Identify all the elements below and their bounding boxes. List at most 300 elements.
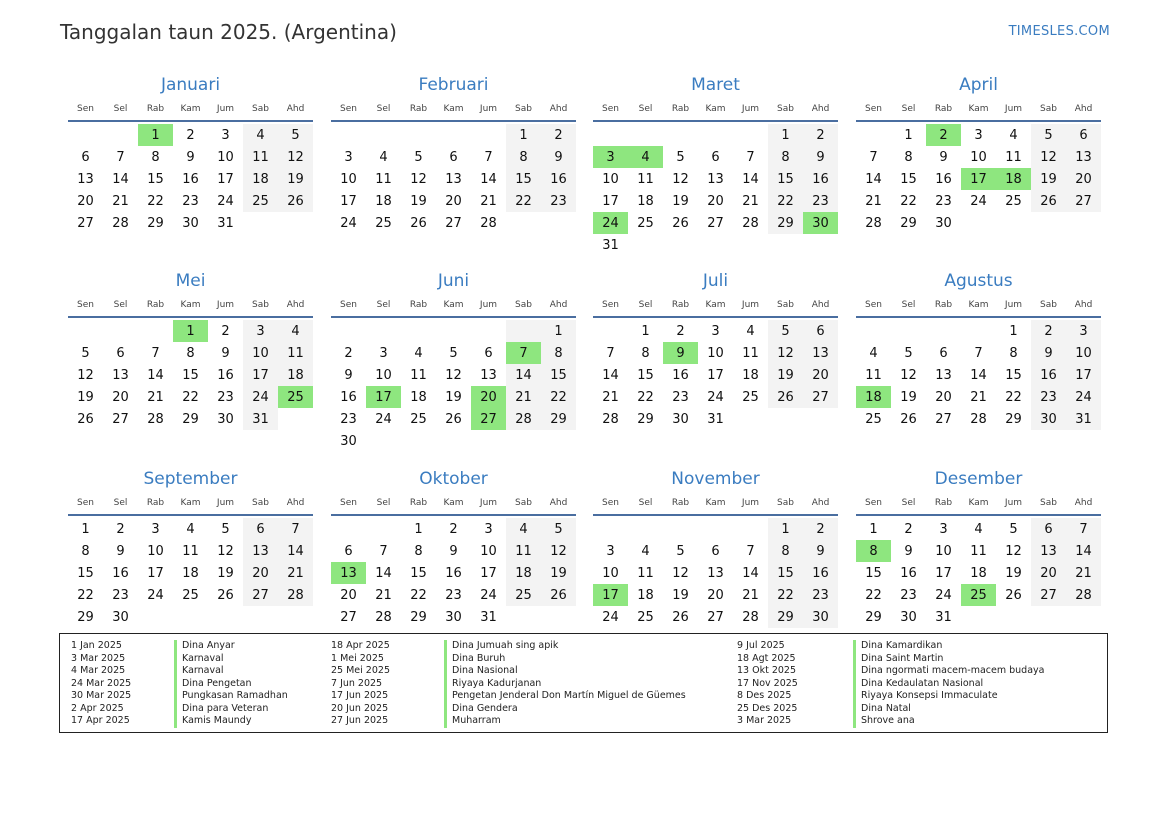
day[interactable]: 2	[1031, 320, 1066, 342]
day[interactable]: 4	[243, 124, 278, 146]
day[interactable]: 3	[939, 521, 948, 537]
holiday-day[interactable]: 27	[471, 408, 506, 430]
day[interactable]: 20	[803, 364, 838, 386]
day[interactable]: 1	[506, 124, 541, 146]
day[interactable]: 28	[1066, 584, 1101, 606]
day[interactable]: 21	[970, 389, 987, 405]
day[interactable]: 7	[484, 149, 493, 165]
day[interactable]: 7	[974, 345, 983, 361]
day[interactable]: 6	[344, 543, 353, 559]
day[interactable]: 10	[707, 345, 724, 361]
day[interactable]: 7	[606, 345, 615, 361]
day[interactable]: 21	[1066, 562, 1101, 584]
day[interactable]: 18	[375, 193, 392, 209]
day[interactable]: 5	[676, 149, 685, 165]
day[interactable]: 20	[1031, 562, 1066, 584]
day[interactable]: 13	[112, 367, 129, 383]
day[interactable]: 2	[904, 521, 913, 537]
day[interactable]: 7	[151, 345, 160, 361]
day[interactable]: 19	[445, 389, 462, 405]
day[interactable]: 27	[935, 411, 952, 427]
day[interactable]: 16	[672, 367, 689, 383]
day[interactable]: 29	[900, 215, 917, 231]
day[interactable]: 6	[484, 345, 493, 361]
day[interactable]: 13	[707, 565, 724, 581]
day[interactable]: 5	[768, 320, 803, 342]
day[interactable]: 16	[445, 565, 462, 581]
day[interactable]: 23	[541, 190, 576, 212]
day[interactable]: 19	[672, 587, 689, 603]
day[interactable]: 5	[221, 521, 230, 537]
day[interactable]: 12	[278, 146, 313, 168]
day[interactable]: 6	[243, 518, 278, 540]
day[interactable]: 19	[1031, 168, 1066, 190]
day[interactable]: 20	[445, 193, 462, 209]
day[interactable]: 27	[77, 215, 94, 231]
day[interactable]: 22	[182, 389, 199, 405]
day[interactable]: 1	[414, 521, 423, 537]
day[interactable]: 7	[746, 149, 755, 165]
day[interactable]: 29	[410, 609, 427, 625]
day[interactable]: 16	[112, 565, 129, 581]
day[interactable]: 12	[1005, 543, 1022, 559]
day[interactable]: 9	[803, 146, 838, 168]
day[interactable]: 28	[112, 215, 129, 231]
day[interactable]: 11	[278, 342, 313, 364]
day[interactable]: 5	[904, 345, 913, 361]
day[interactable]: 29	[77, 609, 94, 625]
day[interactable]: 31	[707, 411, 724, 427]
day[interactable]: 4	[278, 320, 313, 342]
day[interactable]: 13	[1031, 540, 1066, 562]
day[interactable]: 29	[768, 606, 803, 628]
day[interactable]: 12	[672, 565, 689, 581]
day[interactable]: 22	[506, 190, 541, 212]
holiday-day[interactable]: 20	[471, 386, 506, 408]
day[interactable]: 30	[672, 411, 689, 427]
day[interactable]: 14	[147, 367, 164, 383]
day[interactable]: 23	[900, 587, 917, 603]
day[interactable]: 25	[182, 587, 199, 603]
day[interactable]: 6	[1031, 518, 1066, 540]
holiday-day[interactable]: 9	[663, 342, 698, 364]
day[interactable]: 7	[869, 149, 878, 165]
day[interactable]: 26	[672, 609, 689, 625]
day[interactable]: 2	[449, 521, 458, 537]
day[interactable]: 19	[768, 364, 803, 386]
day[interactable]: 19	[672, 193, 689, 209]
day[interactable]: 5	[414, 149, 423, 165]
day[interactable]: 19	[541, 562, 576, 584]
day[interactable]: 7	[746, 543, 755, 559]
day[interactable]: 2	[186, 127, 195, 143]
day[interactable]: 24	[217, 193, 234, 209]
day[interactable]: 14	[742, 565, 759, 581]
day[interactable]: 28	[970, 411, 987, 427]
day[interactable]: 8	[414, 543, 423, 559]
day[interactable]: 20	[340, 587, 357, 603]
day[interactable]: 21	[147, 389, 164, 405]
day[interactable]: 14	[480, 171, 497, 187]
day[interactable]: 28	[742, 609, 759, 625]
day[interactable]: 3	[243, 320, 278, 342]
day[interactable]: 21	[375, 587, 392, 603]
day[interactable]: 16	[900, 565, 917, 581]
day[interactable]: 14	[742, 171, 759, 187]
day[interactable]: 10	[602, 171, 619, 187]
day[interactable]: 4	[869, 345, 878, 361]
day[interactable]: 13	[77, 171, 94, 187]
day[interactable]: 12	[768, 342, 803, 364]
day[interactable]: 9	[939, 149, 948, 165]
day[interactable]: 3	[711, 323, 720, 339]
day[interactable]: 22	[637, 389, 654, 405]
day[interactable]: 2	[344, 345, 353, 361]
day[interactable]: 28	[602, 411, 619, 427]
day[interactable]: 30	[1031, 408, 1066, 430]
day[interactable]: 19	[900, 389, 917, 405]
day[interactable]: 29	[147, 215, 164, 231]
day[interactable]: 26	[768, 386, 803, 408]
day[interactable]: 4	[1009, 127, 1018, 143]
day[interactable]: 30	[445, 609, 462, 625]
day[interactable]: 15	[410, 565, 427, 581]
day[interactable]: 14	[970, 367, 987, 383]
day[interactable]: 15	[77, 565, 94, 581]
day[interactable]: 3	[344, 149, 353, 165]
day[interactable]: 30	[340, 433, 357, 449]
day[interactable]: 29	[541, 408, 576, 430]
day[interactable]: 11	[637, 565, 654, 581]
day[interactable]: 25	[243, 190, 278, 212]
day[interactable]: 1	[768, 518, 803, 540]
day[interactable]: 17	[147, 565, 164, 581]
day[interactable]: 7	[116, 149, 125, 165]
day[interactable]: 21	[602, 389, 619, 405]
day[interactable]: 10	[1066, 342, 1101, 364]
day[interactable]: 22	[541, 386, 576, 408]
day[interactable]: 15	[1005, 367, 1022, 383]
day[interactable]: 23	[217, 389, 234, 405]
day[interactable]: 6	[711, 149, 720, 165]
day[interactable]: 30	[935, 215, 952, 231]
day[interactable]: 10	[217, 149, 234, 165]
day[interactable]: 1	[81, 521, 90, 537]
day[interactable]: 20	[77, 193, 94, 209]
day[interactable]: 19	[1005, 565, 1022, 581]
day[interactable]: 24	[340, 215, 357, 231]
day[interactable]: 28	[865, 215, 882, 231]
day[interactable]: 10	[147, 543, 164, 559]
holiday-day[interactable]: 24	[593, 212, 628, 234]
day[interactable]: 11	[506, 540, 541, 562]
day[interactable]: 4	[506, 518, 541, 540]
day[interactable]: 6	[1066, 124, 1101, 146]
day[interactable]: 1	[768, 124, 803, 146]
holiday-day[interactable]: 3	[593, 146, 628, 168]
day[interactable]: 23	[112, 587, 129, 603]
day[interactable]: 18	[182, 565, 199, 581]
day[interactable]: 1	[541, 320, 576, 342]
day[interactable]: 27	[243, 584, 278, 606]
day[interactable]: 16	[1031, 364, 1066, 386]
day[interactable]: 3	[484, 521, 493, 537]
day[interactable]: 14	[375, 565, 392, 581]
day[interactable]: 7	[278, 518, 313, 540]
day[interactable]: 11	[970, 543, 987, 559]
day[interactable]: 10	[243, 342, 278, 364]
day[interactable]: 16	[935, 171, 952, 187]
day[interactable]: 18	[742, 367, 759, 383]
day[interactable]: 28	[278, 584, 313, 606]
day[interactable]: 25	[637, 215, 654, 231]
holiday-day[interactable]: 17	[593, 584, 628, 606]
day[interactable]: 27	[707, 609, 724, 625]
day[interactable]: 25	[865, 411, 882, 427]
holiday-day[interactable]: 17	[961, 168, 996, 190]
day[interactable]: 19	[217, 565, 234, 581]
day[interactable]: 15	[182, 367, 199, 383]
day[interactable]: 5	[676, 543, 685, 559]
day[interactable]: 20	[1066, 168, 1101, 190]
holiday-day[interactable]: 1	[138, 124, 173, 146]
day[interactable]: 20	[707, 587, 724, 603]
day[interactable]: 24	[480, 587, 497, 603]
day[interactable]: 27	[112, 411, 129, 427]
day[interactable]: 24	[970, 193, 987, 209]
day[interactable]: 17	[707, 367, 724, 383]
day[interactable]: 2	[541, 124, 576, 146]
day[interactable]: 3	[1066, 320, 1101, 342]
holiday-day[interactable]: 8	[856, 540, 891, 562]
day[interactable]: 10	[480, 543, 497, 559]
day[interactable]: 26	[445, 411, 462, 427]
day[interactable]: 8	[506, 146, 541, 168]
day[interactable]: 28	[480, 215, 497, 231]
day[interactable]: 16	[182, 171, 199, 187]
day[interactable]: 21	[112, 193, 129, 209]
day[interactable]: 17	[602, 193, 619, 209]
day[interactable]: 21	[742, 193, 759, 209]
day[interactable]: 3	[151, 521, 160, 537]
day[interactable]: 18	[637, 193, 654, 209]
day[interactable]: 27	[1066, 190, 1101, 212]
day[interactable]: 15	[147, 171, 164, 187]
day[interactable]: 5	[81, 345, 90, 361]
day[interactable]: 1	[869, 521, 878, 537]
day[interactable]: 14	[1066, 540, 1101, 562]
day[interactable]: 21	[742, 587, 759, 603]
day[interactable]: 6	[116, 345, 125, 361]
day[interactable]: 11	[375, 171, 392, 187]
day[interactable]: 10	[340, 171, 357, 187]
day[interactable]: 5	[541, 518, 576, 540]
day[interactable]: 12	[77, 367, 94, 383]
holiday-day[interactable]: 4	[628, 146, 663, 168]
day[interactable]: 9	[116, 543, 125, 559]
day[interactable]: 15	[900, 171, 917, 187]
day[interactable]: 11	[182, 543, 199, 559]
holiday-day[interactable]: 25	[961, 584, 996, 606]
day[interactable]: 8	[151, 149, 160, 165]
day[interactable]: 15	[768, 562, 803, 584]
day[interactable]: 17	[340, 193, 357, 209]
holiday-day[interactable]: 13	[331, 562, 366, 584]
day[interactable]: 13	[480, 367, 497, 383]
day[interactable]: 22	[865, 587, 882, 603]
day[interactable]: 2	[803, 124, 838, 146]
day[interactable]: 28	[147, 411, 164, 427]
day[interactable]: 6	[711, 543, 720, 559]
day[interactable]: 15	[506, 168, 541, 190]
holiday-day[interactable]: 1	[173, 320, 208, 342]
holiday-day[interactable]: 17	[366, 386, 401, 408]
day[interactable]: 23	[445, 587, 462, 603]
day[interactable]: 14	[112, 171, 129, 187]
day[interactable]: 15	[768, 168, 803, 190]
day[interactable]: 23	[672, 389, 689, 405]
day[interactable]: 29	[768, 212, 803, 234]
day[interactable]: 19	[410, 193, 427, 209]
day[interactable]: 8	[81, 543, 90, 559]
day[interactable]: 13	[935, 367, 952, 383]
day[interactable]: 13	[243, 540, 278, 562]
day[interactable]: 15	[637, 367, 654, 383]
day[interactable]: 3	[379, 345, 388, 361]
day[interactable]: 3	[221, 127, 230, 143]
day[interactable]: 30	[217, 411, 234, 427]
day[interactable]: 17	[935, 565, 952, 581]
day[interactable]: 24	[243, 386, 278, 408]
day[interactable]: 11	[742, 345, 759, 361]
day[interactable]: 6	[939, 345, 948, 361]
day[interactable]: 24	[375, 411, 392, 427]
day[interactable]: 26	[1005, 587, 1022, 603]
day[interactable]: 2	[676, 323, 685, 339]
day[interactable]: 16	[340, 389, 357, 405]
day[interactable]: 31	[480, 609, 497, 625]
day[interactable]: 27	[707, 215, 724, 231]
day[interactable]: 18	[278, 364, 313, 386]
day[interactable]: 4	[746, 323, 755, 339]
day[interactable]: 15	[541, 364, 576, 386]
day[interactable]: 7	[1066, 518, 1101, 540]
day[interactable]: 4	[974, 521, 983, 537]
day[interactable]: 26	[410, 215, 427, 231]
day[interactable]: 9	[221, 345, 230, 361]
day[interactable]: 6	[803, 320, 838, 342]
day[interactable]: 3	[606, 543, 615, 559]
day[interactable]: 23	[1031, 386, 1066, 408]
day[interactable]: 29	[182, 411, 199, 427]
day[interactable]: 8	[768, 540, 803, 562]
day[interactable]: 2	[803, 518, 838, 540]
day[interactable]: 22	[1005, 389, 1022, 405]
day[interactable]: 12	[445, 367, 462, 383]
day[interactable]: 28	[506, 408, 541, 430]
day[interactable]: 27	[445, 215, 462, 231]
day[interactable]: 1	[641, 323, 650, 339]
day[interactable]: 26	[541, 584, 576, 606]
holiday-day[interactable]: 18	[996, 168, 1031, 190]
day[interactable]: 23	[340, 411, 357, 427]
day[interactable]: 28	[375, 609, 392, 625]
day[interactable]: 31	[602, 237, 619, 253]
day[interactable]: 21	[480, 193, 497, 209]
day[interactable]: 25	[742, 389, 759, 405]
day[interactable]: 9	[904, 543, 913, 559]
day[interactable]: 9	[803, 540, 838, 562]
day[interactable]: 31	[1066, 408, 1101, 430]
day[interactable]: 23	[803, 584, 838, 606]
holiday-day[interactable]: 30	[803, 212, 838, 234]
day[interactable]: 31	[217, 215, 234, 231]
day[interactable]: 24	[935, 587, 952, 603]
day[interactable]: 30	[900, 609, 917, 625]
day[interactable]: 18	[970, 565, 987, 581]
day[interactable]: 23	[182, 193, 199, 209]
day[interactable]: 17	[243, 364, 278, 386]
holiday-day[interactable]: 7	[506, 342, 541, 364]
day[interactable]: 18	[243, 168, 278, 190]
day[interactable]: 8	[641, 345, 650, 361]
day[interactable]: 24	[1066, 386, 1101, 408]
day[interactable]: 6	[81, 149, 90, 165]
day[interactable]: 4	[379, 149, 388, 165]
day[interactable]: 4	[641, 543, 650, 559]
day[interactable]: 10	[602, 565, 619, 581]
day[interactable]: 9	[1031, 342, 1066, 364]
day[interactable]: 5	[278, 124, 313, 146]
day[interactable]: 22	[410, 587, 427, 603]
day[interactable]: 8	[904, 149, 913, 165]
day[interactable]: 26	[1031, 190, 1066, 212]
brand-link[interactable]: TIMESLES.COM	[1008, 24, 1110, 39]
day[interactable]: 22	[768, 584, 803, 606]
day[interactable]: 23	[935, 193, 952, 209]
day[interactable]: 2	[116, 521, 125, 537]
day[interactable]: 14	[865, 171, 882, 187]
day[interactable]: 16	[541, 168, 576, 190]
day[interactable]: 14	[602, 367, 619, 383]
day[interactable]: 19	[77, 389, 94, 405]
day[interactable]: 24	[602, 609, 619, 625]
day[interactable]: 7	[379, 543, 388, 559]
day[interactable]: 6	[449, 149, 458, 165]
day[interactable]: 22	[768, 190, 803, 212]
day[interactable]: 25	[637, 609, 654, 625]
day[interactable]: 9	[449, 543, 458, 559]
holiday-day[interactable]: 2	[926, 124, 961, 146]
day[interactable]: 27	[803, 386, 838, 408]
day[interactable]: 20	[707, 193, 724, 209]
day[interactable]: 19	[278, 168, 313, 190]
day[interactable]: 11	[243, 146, 278, 168]
day[interactable]: 22	[900, 193, 917, 209]
day[interactable]: 26	[672, 215, 689, 231]
day[interactable]: 18	[637, 587, 654, 603]
day[interactable]: 12	[410, 171, 427, 187]
day[interactable]: 17	[1066, 364, 1101, 386]
day[interactable]: 1	[904, 127, 913, 143]
day[interactable]: 16	[803, 562, 838, 584]
day[interactable]: 10	[375, 367, 392, 383]
day[interactable]: 12	[217, 543, 234, 559]
day[interactable]: 29	[865, 609, 882, 625]
day[interactable]: 26	[278, 190, 313, 212]
holiday-day[interactable]: 25	[278, 386, 313, 408]
day[interactable]: 15	[865, 565, 882, 581]
